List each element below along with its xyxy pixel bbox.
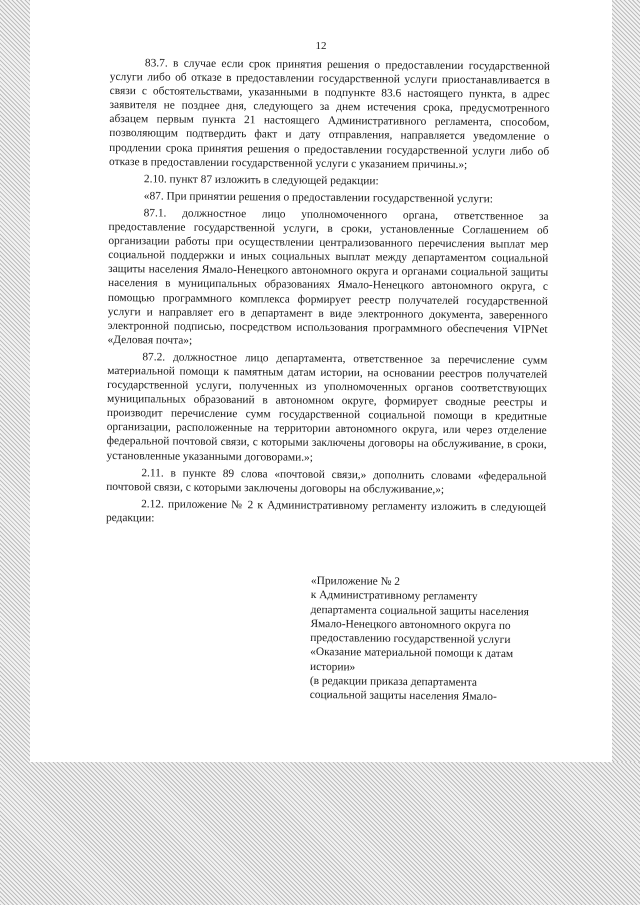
scan-border-bottom [0,762,640,905]
appendix-header [310,574,531,705]
appendix-line: «Оказание материальной помощи к датам [310,646,514,661]
appendix-line: к Административному регламенту [310,589,478,604]
appendix-line: (в редакции приказа департамента [309,675,478,689]
paragraph-2-10: 2.10. пункт 87 изложить в следующей редакции: [143,173,379,188]
appendix-line: социальной защиты населения Ямало- [309,689,497,704]
paragraph-2-11: 2.11. в пункте 89 слова «почтовой связи,» дополнить словами «федеральной почтовой связи, с которыми заключены договоры на обслуживание,»; [106,466,547,496]
appendix-line: истории» [309,660,356,674]
paragraph-87-intro: «87. При принятии решения о предоставлении государственной услуги: [143,190,494,206]
paragraph-87-1: 87.1. должностное лицо уполномоченного органа, ответственное за предоставление государственной услуги, в сроки, установленные Соглашением об организации работы при осуществлении централизованного перечисления выплат мер социальной поддержки и иных социальных выплат между департаментом социальной защиты населения Ямало-Ненецкого автономного округа и органами социальной защиты населения в муниципальных образованиях Ямало-Ненецкого автономного округа, с помощью программного комплекса формирует реестр получателей государственной услуги и направляет его в департамент в виде электронного документа, заверенного электронной подписью, посредством использования программного обеспечения VIPNet «Деловая почта»; [107,207,549,347]
appendix-line: «Приложение № 2 [310,574,401,588]
paragraph-2-12: 2.12. приложение № 2 к Административному регламенту изложить в следующей редакции: [105,498,547,525]
appendix-line: департамента социальной защиты населения [310,603,529,618]
appendix-line: Ямало-Ненецкого автономного округа по [310,617,511,632]
paragraph-87-2: 87.2. должностное лицо департамента, ответственное за перечисление сумм материальной помощи к памятным датам истории, на основании реестров получателей государственной услуги, полученных из уполномоченных органов соответствующих муниципальных образований в автономном округе, формирует сводные реестры и производит перечисление сумм государственной социальной помощи в кредитные организации, расположенные на территории автономного округа, или через отделение федеральной почтовой связи, с которыми заключены договоры на обслуживание, в сроки, установленные указанными договорами.»; [106,351,548,464]
page-number: 12 [315,40,327,52]
appendix-line: предоставлению государственной услуги [310,632,511,647]
document-body [106,56,550,532]
paragraph-83-7: 83.7. в случае если срок принятия решения о предоставлении государственной услуги либо об отказе в предоставлении государственной услуги приостанавливается в связи с обстоятельствами, указанными в подпункте 83.6 настоящего пункта, в адрес заявителя не позднее дня, следующего за днем истечения срока, предусмотренного абзацем первым пункта 21 настоящего Административного регламента, способом, позволяющим подтвердить факт и дату отправления, направляется уведомление о продлении срока принятия решения о предоставлении государственной услуги либо об отказе в предоставлении государственной услуги с указанием причины.»; [109,57,550,171]
